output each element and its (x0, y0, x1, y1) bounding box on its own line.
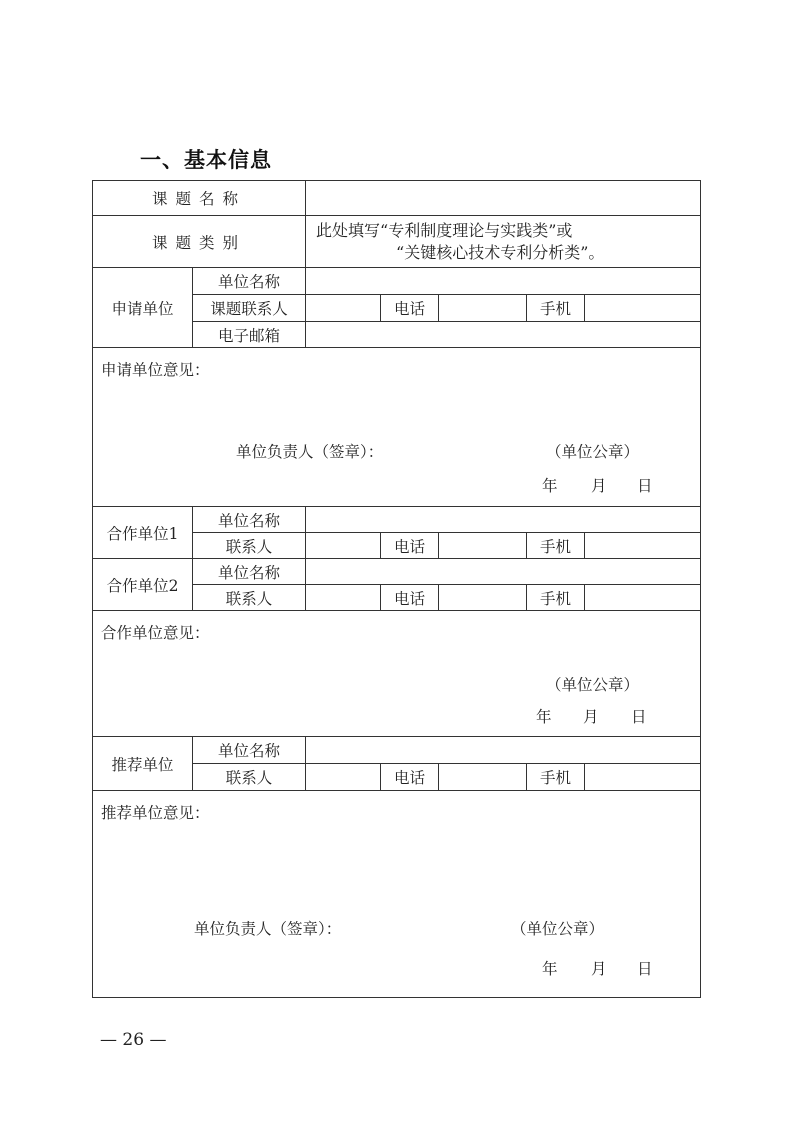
applicant-phone-input[interactable] (439, 295, 527, 322)
partner1-mobile-input[interactable] (585, 533, 701, 559)
applicant-email-input[interactable] (306, 322, 701, 348)
partner2-mobile-label: 手机 (527, 585, 585, 611)
applicant-unit-name-input[interactable] (306, 268, 701, 295)
applicant-seal-label: （单位公章） (546, 443, 640, 461)
partner1-contact-input[interactable] (306, 533, 381, 559)
recommender-phone-input[interactable] (439, 764, 527, 791)
recommender-opinion-label: 推荐单位意见： (101, 804, 210, 822)
applicant-contact-input[interactable] (306, 295, 381, 322)
partner2-contact-input[interactable] (306, 585, 381, 611)
partner1-unit-name-label: 单位名称 (193, 507, 306, 533)
partner-opinion-box[interactable] (93, 611, 701, 737)
recommender-contact-input[interactable] (306, 764, 381, 791)
applicant-phone-label: 电话 (381, 295, 439, 322)
partner-month-label: 月 (583, 708, 599, 726)
applicant-group-label: 申请单位 (93, 268, 193, 348)
applicant-opinion-label: 申请单位意见： (101, 361, 210, 379)
category-hint-line1: 此处填写“专利制度理论与实践类”或 (316, 220, 573, 240)
recommender-opinion-box[interactable] (93, 791, 701, 998)
category-hint-line2: “关键核心技术专利分析类”。 (396, 242, 605, 262)
recommender-group-label: 推荐单位 (93, 737, 193, 791)
applicant-email-label: 电子邮箱 (193, 322, 306, 348)
recommender-signer-label: 单位负责人（签章）： (194, 920, 342, 938)
topic-category-label: 课题类别 (93, 216, 306, 268)
partner1-phone-input[interactable] (439, 533, 527, 559)
partner-seal-label: （单位公章） (546, 676, 640, 694)
partner1-unit-name-input[interactable] (306, 507, 701, 533)
partner-opinion-label: 合作单位意见： (101, 624, 210, 642)
partner1-group-label: 合作单位1 (93, 507, 193, 559)
applicant-year-label: 年 (542, 477, 558, 495)
partner2-phone-input[interactable] (439, 585, 527, 611)
basic-info-table (92, 180, 701, 998)
recommender-phone-label: 电话 (381, 764, 439, 791)
partner-day-label: 日 (631, 708, 647, 726)
partner1-phone-label: 电话 (381, 533, 439, 559)
topic-name-input[interactable] (306, 181, 701, 216)
section-title: 一、基本信息 (140, 148, 272, 172)
partner2-mobile-input[interactable] (585, 585, 701, 611)
applicant-mobile-input[interactable] (585, 295, 701, 322)
partner1-contact-label: 联系人 (193, 533, 306, 559)
recommender-seal-label: （单位公章） (511, 920, 605, 938)
partner2-unit-name-input[interactable] (306, 559, 701, 585)
topic-category-input[interactable] (306, 216, 701, 268)
applicant-day-label: 日 (637, 477, 653, 495)
partner2-phone-label: 电话 (381, 585, 439, 611)
partner2-contact-label: 联系人 (193, 585, 306, 611)
partner-year-label: 年 (536, 708, 552, 726)
topic-name-label: 课题名称 (93, 181, 306, 216)
recommender-mobile-input[interactable] (585, 764, 701, 791)
recommender-day-label: 日 (637, 960, 653, 978)
applicant-month-label: 月 (591, 477, 607, 495)
partner2-group-label: 合作单位2 (93, 559, 193, 611)
recommender-month-label: 月 (591, 960, 607, 978)
recommender-year-label: 年 (542, 960, 558, 978)
partner1-mobile-label: 手机 (527, 533, 585, 559)
recommender-unit-name-label: 单位名称 (193, 737, 306, 764)
applicant-opinion-box[interactable] (93, 348, 701, 507)
applicant-unit-name-label: 单位名称 (193, 268, 306, 295)
recommender-mobile-label: 手机 (527, 764, 585, 791)
applicant-signer-label: 单位负责人（签章）： (236, 443, 384, 461)
partner2-unit-name-label: 单位名称 (193, 559, 306, 585)
page-number: — 26 — (100, 1030, 167, 1050)
applicant-contact-label: 课题联系人 (193, 295, 306, 322)
recommender-contact-label: 联系人 (193, 764, 306, 791)
recommender-unit-name-input[interactable] (306, 737, 701, 764)
applicant-mobile-label: 手机 (527, 295, 585, 322)
